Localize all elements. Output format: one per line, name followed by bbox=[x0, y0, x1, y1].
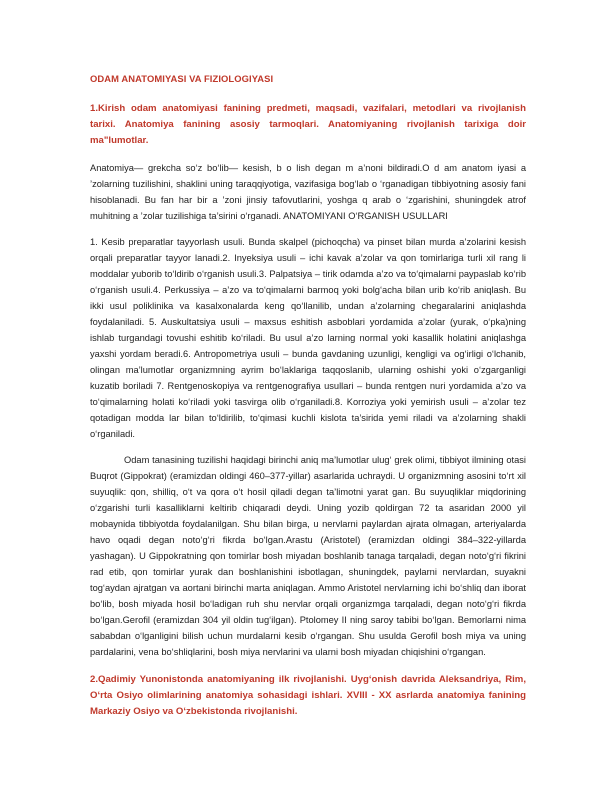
document-title: ODAM ANATOMIYASI VA FIZIOLOGIYASI bbox=[90, 73, 274, 84]
methods-paragraph: 1. Kesib preparatlar tayyorlash usuli. Bunda skalpel (pichoqcha) va pinset bilan murda a’zolarini kesish orqali preparatlar tayyor lanadi.2. Inyeksiya usuli – ichi kavak a’zolar va qon tomirlariga turli xil rang li moddalar yuborib to‘ldirib o‘rganish usuli.3. Palpatsiya – tirik odamda a’zo va to‘qimalarni paypaslab ko‘rib o‘rganish usuli.4. Perkussiya – a’zo va to‘qimalarni barmoq yoki bolg‘acha bilan urib ko‘rib aniqlash. Bu ikki usul poliklinika va kasalxonalarda keng qo‘llanilib, undan a’zolarning chegaralarini aniqlashda foydalaniladi. 5. Auskultatsiya usuli – maxsus eshitish asboblari yordamida a’zolar (yurak, o‘pka)ning ishlab turgandagi tovushi eshitib ko‘riladi. Bu usul a’zo larning normal yoki kasallik holatini aniqlashga yaxshi yordam beradi.6. Antropometriya usuli – bunda gavdaning uzunligi, kengligi va og‘irligi o‘lchanib, olingan ma’lumotlar organizmning ayrim bo‘laklariga taqqoslanib, ularning oshishi yoki o‘zgarganligi kuzatib boriladi 7. Rentgenoskopiya va rentgenografiya usullari – bunda rentgen nuri yordamida a’zo va to‘qimalarning holati ko‘riladi yoki tasvirga olib o‘rganiladi.8. Korroziya yoki yemirish usuli – a’zolar tez qotadigan modda lar bilan to‘ldirilib, to‘qimasi kuchli kislota ta’sirida yemi riladi va a’zolarning shakli o‘rganiladi. bbox=[90, 237, 526, 439]
section-1-heading: 1.Kirish odam anatomiyasi fanining predmeti, maqsadi, vazifalari, metodlari va rivojlanish tarixi. Anatomiya fanining asosiy tarmoqlari. Anatomiyaning rivojlanish tarixiga doir ma"lumotlar. bbox=[90, 103, 526, 146]
history-paragraph: Odam tanasining tuzilishi haqidagi birinchi aniq ma’lumotlar ulug‘ grek olimi, tibbiyot ilmining otasi Buqrot (Gippokrat) (eramizdan oldingi 460–377-yillar) asarlarida uchraydi. U organizmning asosini to‘rt xil suyuqlik: qon, shilliq, o‘t va qora o‘t hosil qiladi degan ta’limotni yarat gan. Bu suyuqliklar miqdorining o‘zgarishi turli kasalliklarni keltirib chiqaradi deydi. Uning yozib qoldirgan 72 ta asaridan 2000 yil mobaynida tibbiyotda foydalanilgan. Shu bilan birga, u nervlarni paylardan ajrata olmagan, arteriyalarda havo oqadi degan noto‘g‘ri fikrda bo‘lgan.Arastu (Aristotel) (eramizdan oldingi 384–322-yillarda yashagan). U Gippokratning qon tomirlar bosh miyadan boshlanib tanaga tarqaladi, degan noto‘g‘ri fikrini rad etib, qon tomirlar yurak dan boshlanishini isbotlagan, shuningdek, paylarni nervlardan, suyakni tog‘aydan ajratgan va aortani birinchi marta aniqlagan. Ammo Aristotel nervlarning ichi bo‘shliq dan iborat bo‘lib, bosh miyada hosil bo‘ladigan ruh shu nervlar orqali organizmga tarqaladi, degan noto‘g‘ri fikrda bo‘lgan.Gerofil (eramizdan 304 yil oldin tug‘ilgan). Ptolomey II ning saroy tabibi bo‘lgan. Bemorlarni nima sababdan o‘lganligini bilish uchun murdalarni kesib o‘rgangan. Shu usulda Gerofil bosh miya va uning pardalarini, vena bo‘shliqlarini, bosh miya nervlarini va ularni bosh miyadan chiqishini o‘rgangan. bbox=[90, 455, 526, 657]
section-2-heading: 2.Qadimiy Yunonistonda anatomiyaning ilk rivojlanishi. Uyg‘onish davrida Aleksandriya, Rim, O‘rta Osiyo olimlarining anatomiya sohasidagi ishlari. XVIII - XX asrlarda anatomiya fanining Markaziy Osiyo va O‘zbekistonda rivojlanishi. bbox=[90, 674, 526, 717]
intro-paragraph: Anatomiya— grekcha so‘z bo‘lib— kesish, b o lish degan m a’noni bildiradi.O d am anatom iyasi a ’zolarning tuzilishini, shaklini uning taraqqiyotiga, vazifasiga bog‘lab o ‘rganadigan tibbiyotning asosiy fani hisoblanadi. Bu fan har bir a ’zoni jinsiy tafovutlarini, yoshga q arab o ‘zgarishini, shuningdek atrof muhitning a ’zolar tuzilishiga ta’sirini o‘rganadi. ANATOMIYANI O‘RGANISH USULLARI bbox=[90, 163, 526, 221]
